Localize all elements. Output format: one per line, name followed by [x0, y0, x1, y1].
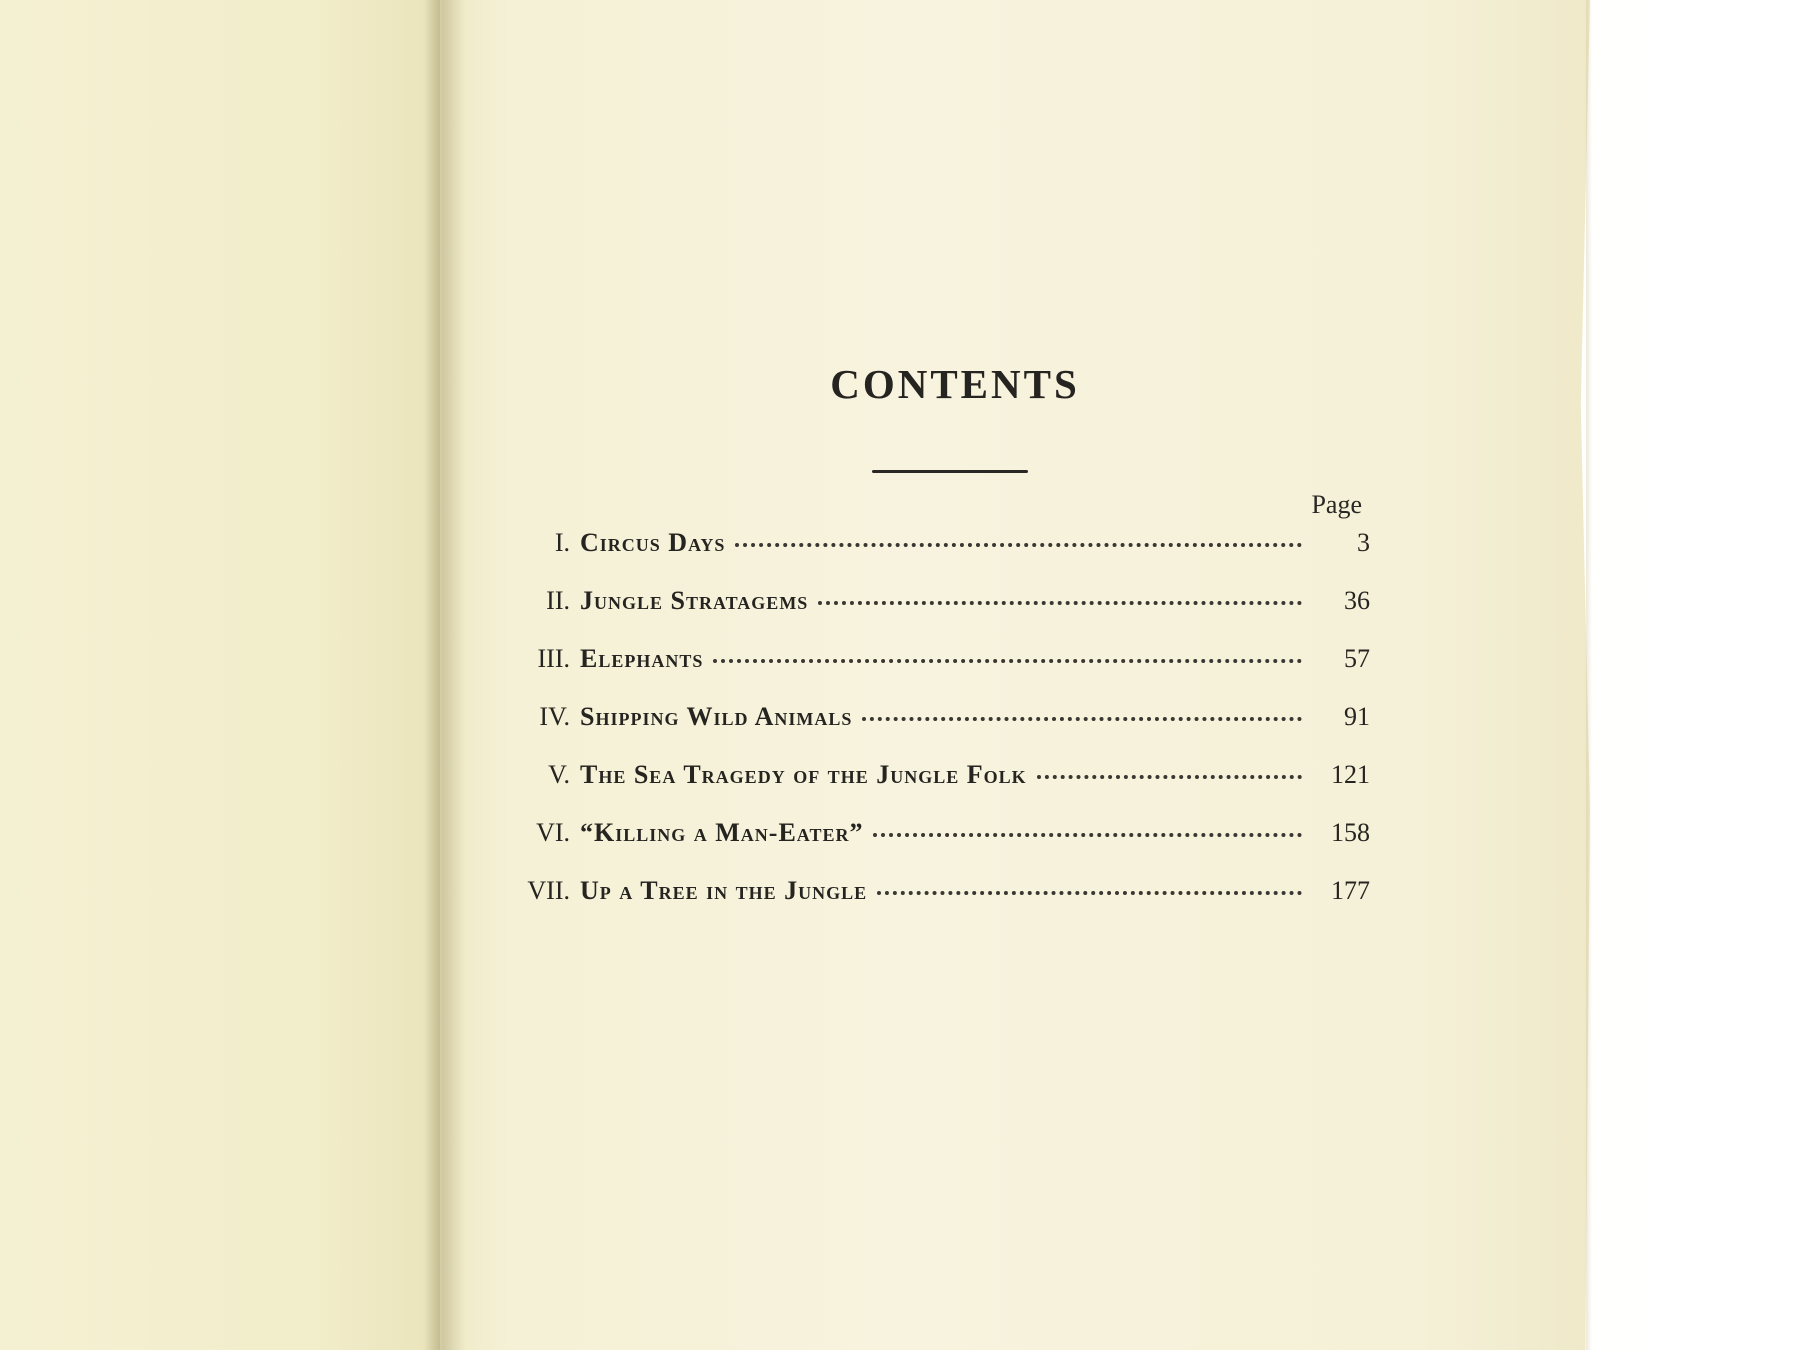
chapter-page: 3: [1357, 528, 1370, 557]
toc-entry: [500, 528, 1370, 586]
toc-entry: [500, 702, 1370, 760]
chapter-page: 36: [1344, 586, 1370, 615]
page-column-label: Page: [1311, 490, 1362, 519]
dot-leader: [818, 601, 1302, 605]
toc-entry: [500, 644, 1370, 702]
toc-entry: [500, 760, 1370, 818]
chapter-title: Up a Tree in the Jungle: [580, 876, 868, 905]
toc-entry: [500, 818, 1370, 876]
chapter-page: 57: [1344, 644, 1370, 673]
chapter-number: II.: [546, 586, 570, 615]
dot-leader: [735, 543, 1302, 547]
chapter-title: The Sea Tragedy of the Jungle Folk: [580, 760, 1027, 789]
chapter-number: IV.: [539, 702, 570, 731]
chapter-title: Shipping Wild Animals: [580, 702, 853, 731]
chapter-number: III.: [537, 644, 570, 673]
chapter-number: I.: [554, 528, 570, 557]
dot-leader: [873, 833, 1302, 837]
chapter-number: VII.: [527, 876, 570, 905]
chapter-title: Elephants: [580, 644, 704, 673]
chapter-title: Circus Days: [580, 528, 726, 557]
chapter-page: 121: [1331, 760, 1370, 789]
left-page: [0, 0, 440, 1350]
page-edge: [1586, 0, 1592, 1350]
chapter-number: V.: [548, 760, 570, 789]
book-gutter: [425, 0, 465, 1350]
contents-heading: CONTENTS: [830, 361, 1080, 407]
toc-entry: [500, 876, 1370, 934]
dot-leader: [877, 891, 1302, 895]
chapter-number: VI.: [536, 818, 570, 847]
heading-rule: [872, 470, 1028, 473]
chapter-page: 158: [1331, 818, 1370, 847]
chapter-title: “Killing a Man-Eater”: [580, 818, 864, 847]
dot-leader: [713, 659, 1302, 663]
chapter-page: 91: [1344, 702, 1370, 731]
chapter-title: Jungle Stratagems: [580, 586, 809, 615]
chapter-page: 177: [1331, 876, 1370, 905]
toc-entry: [500, 586, 1370, 644]
table-of-contents: [500, 528, 1370, 934]
dot-leader: [862, 717, 1302, 721]
dot-leader: [1037, 775, 1302, 779]
